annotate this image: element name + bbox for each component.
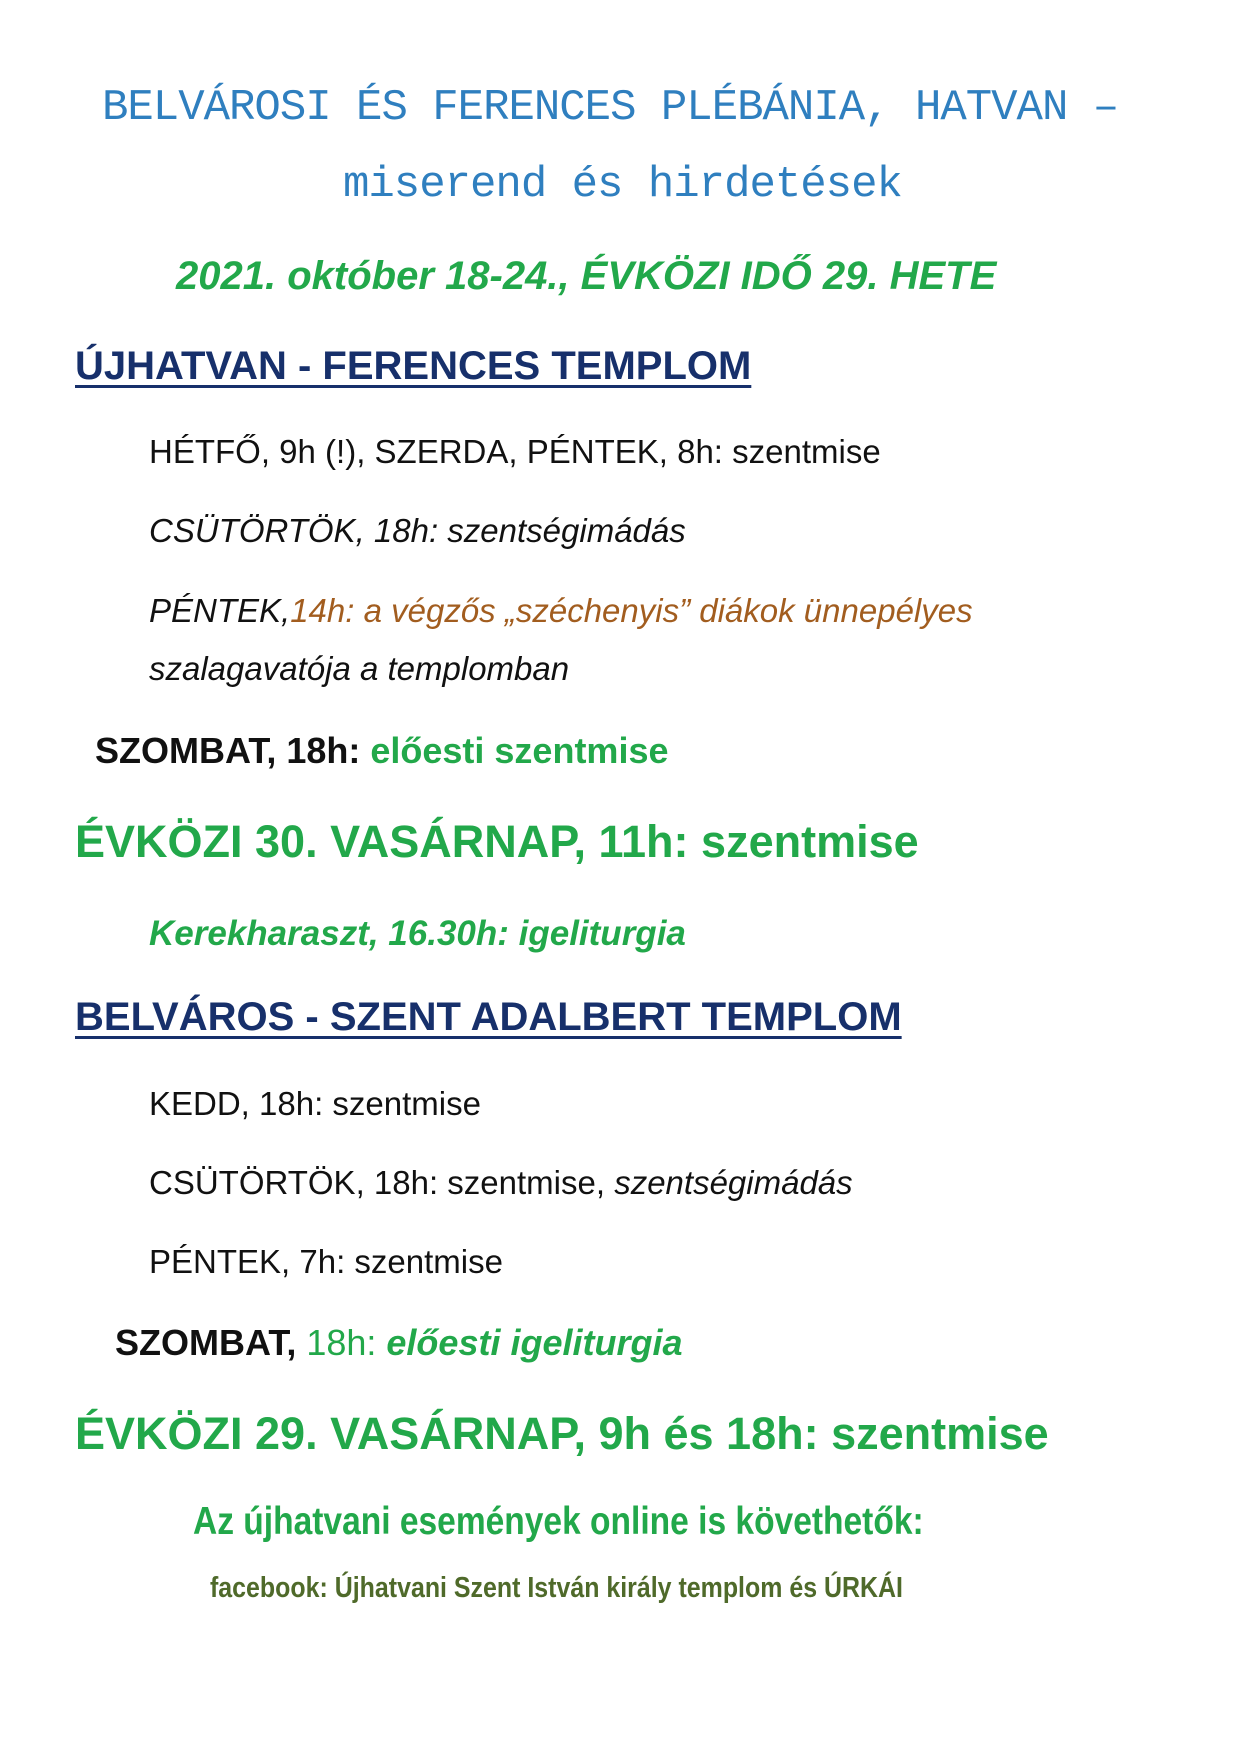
week-title: 2021. október 18-24., ÉVKÖZI IDŐ 29. HETE [176, 254, 997, 298]
ujhatvan-saturday [95, 730, 668, 772]
thursday-mass: CSÜTÖRTÖK, 18h: szentmise, [149, 1164, 615, 1201]
friday-day: PÉNTEK, [149, 592, 291, 629]
ujhatvan-sunday [75, 816, 919, 868]
saturday-event: előesti igeliturgia [386, 1322, 683, 1363]
ujhatvan-friday [149, 592, 973, 630]
ujhatvan-friday-cont: szalagavatója a templomban [149, 650, 570, 687]
kerekharaszt-service: Kerekharaszt, 16.30h: igeliturgia [149, 914, 686, 953]
saturday-event: előesti szentmise [370, 730, 669, 771]
friday-event: 14h: a végzős „széchenyis” diákok ünnepélyes [290, 592, 973, 629]
belvaros-tuesday: KEDD, 18h: szentmise [149, 1085, 481, 1122]
parish-subtitle: miserend és hirdetések [343, 160, 902, 210]
belvaros-sunday: ÉVKÖZI 29. VASÁRNAP, 9h és 18h: szentmise [75, 1408, 1049, 1459]
ujhatvan-heading: ÚJHATVAN - FERENCES TEMPLOM [75, 344, 752, 388]
ujhatvan-weekday-schedule [149, 433, 881, 471]
online-notice: Az újhatvani események online is követhetők: [193, 1500, 924, 1543]
thursday-adoration: szentségimádás [614, 1164, 853, 1201]
saturday-day: SZOMBAT, [115, 1322, 307, 1363]
sunday-time: , 11h: szentmise [573, 816, 919, 867]
saturday-day: SZOMBAT, 18h: [95, 730, 361, 771]
sunday-label: ÉVKÖZI 30. VASÁRNAP [75, 816, 574, 867]
ujhatvan-thursday: CSÜTÖRTÖK, 18h: szentségimádás [149, 512, 686, 549]
weekday-days: HÉTFŐ, [149, 433, 270, 470]
belvaros-friday: PÉNTEK, 7h: szentmise [149, 1243, 503, 1280]
saturday-time: 18h: [306, 1322, 387, 1363]
weekday-rest: 9h (!), SZERDA, PÉNTEK, 8h: szentmise [270, 433, 881, 470]
parish-title: BELVÁROSI ÉS FERENCES PLÉBÁNIA, HATVAN – [102, 83, 1119, 133]
facebook-notice: facebook: Újhatvani Szent István király templom és ÚRKÁI [210, 1572, 903, 1604]
belvaros-heading: BELVÁROS - SZENT ADALBERT TEMPLOM [75, 995, 902, 1039]
belvaros-saturday [115, 1322, 682, 1364]
belvaros-thursday [149, 1164, 853, 1202]
